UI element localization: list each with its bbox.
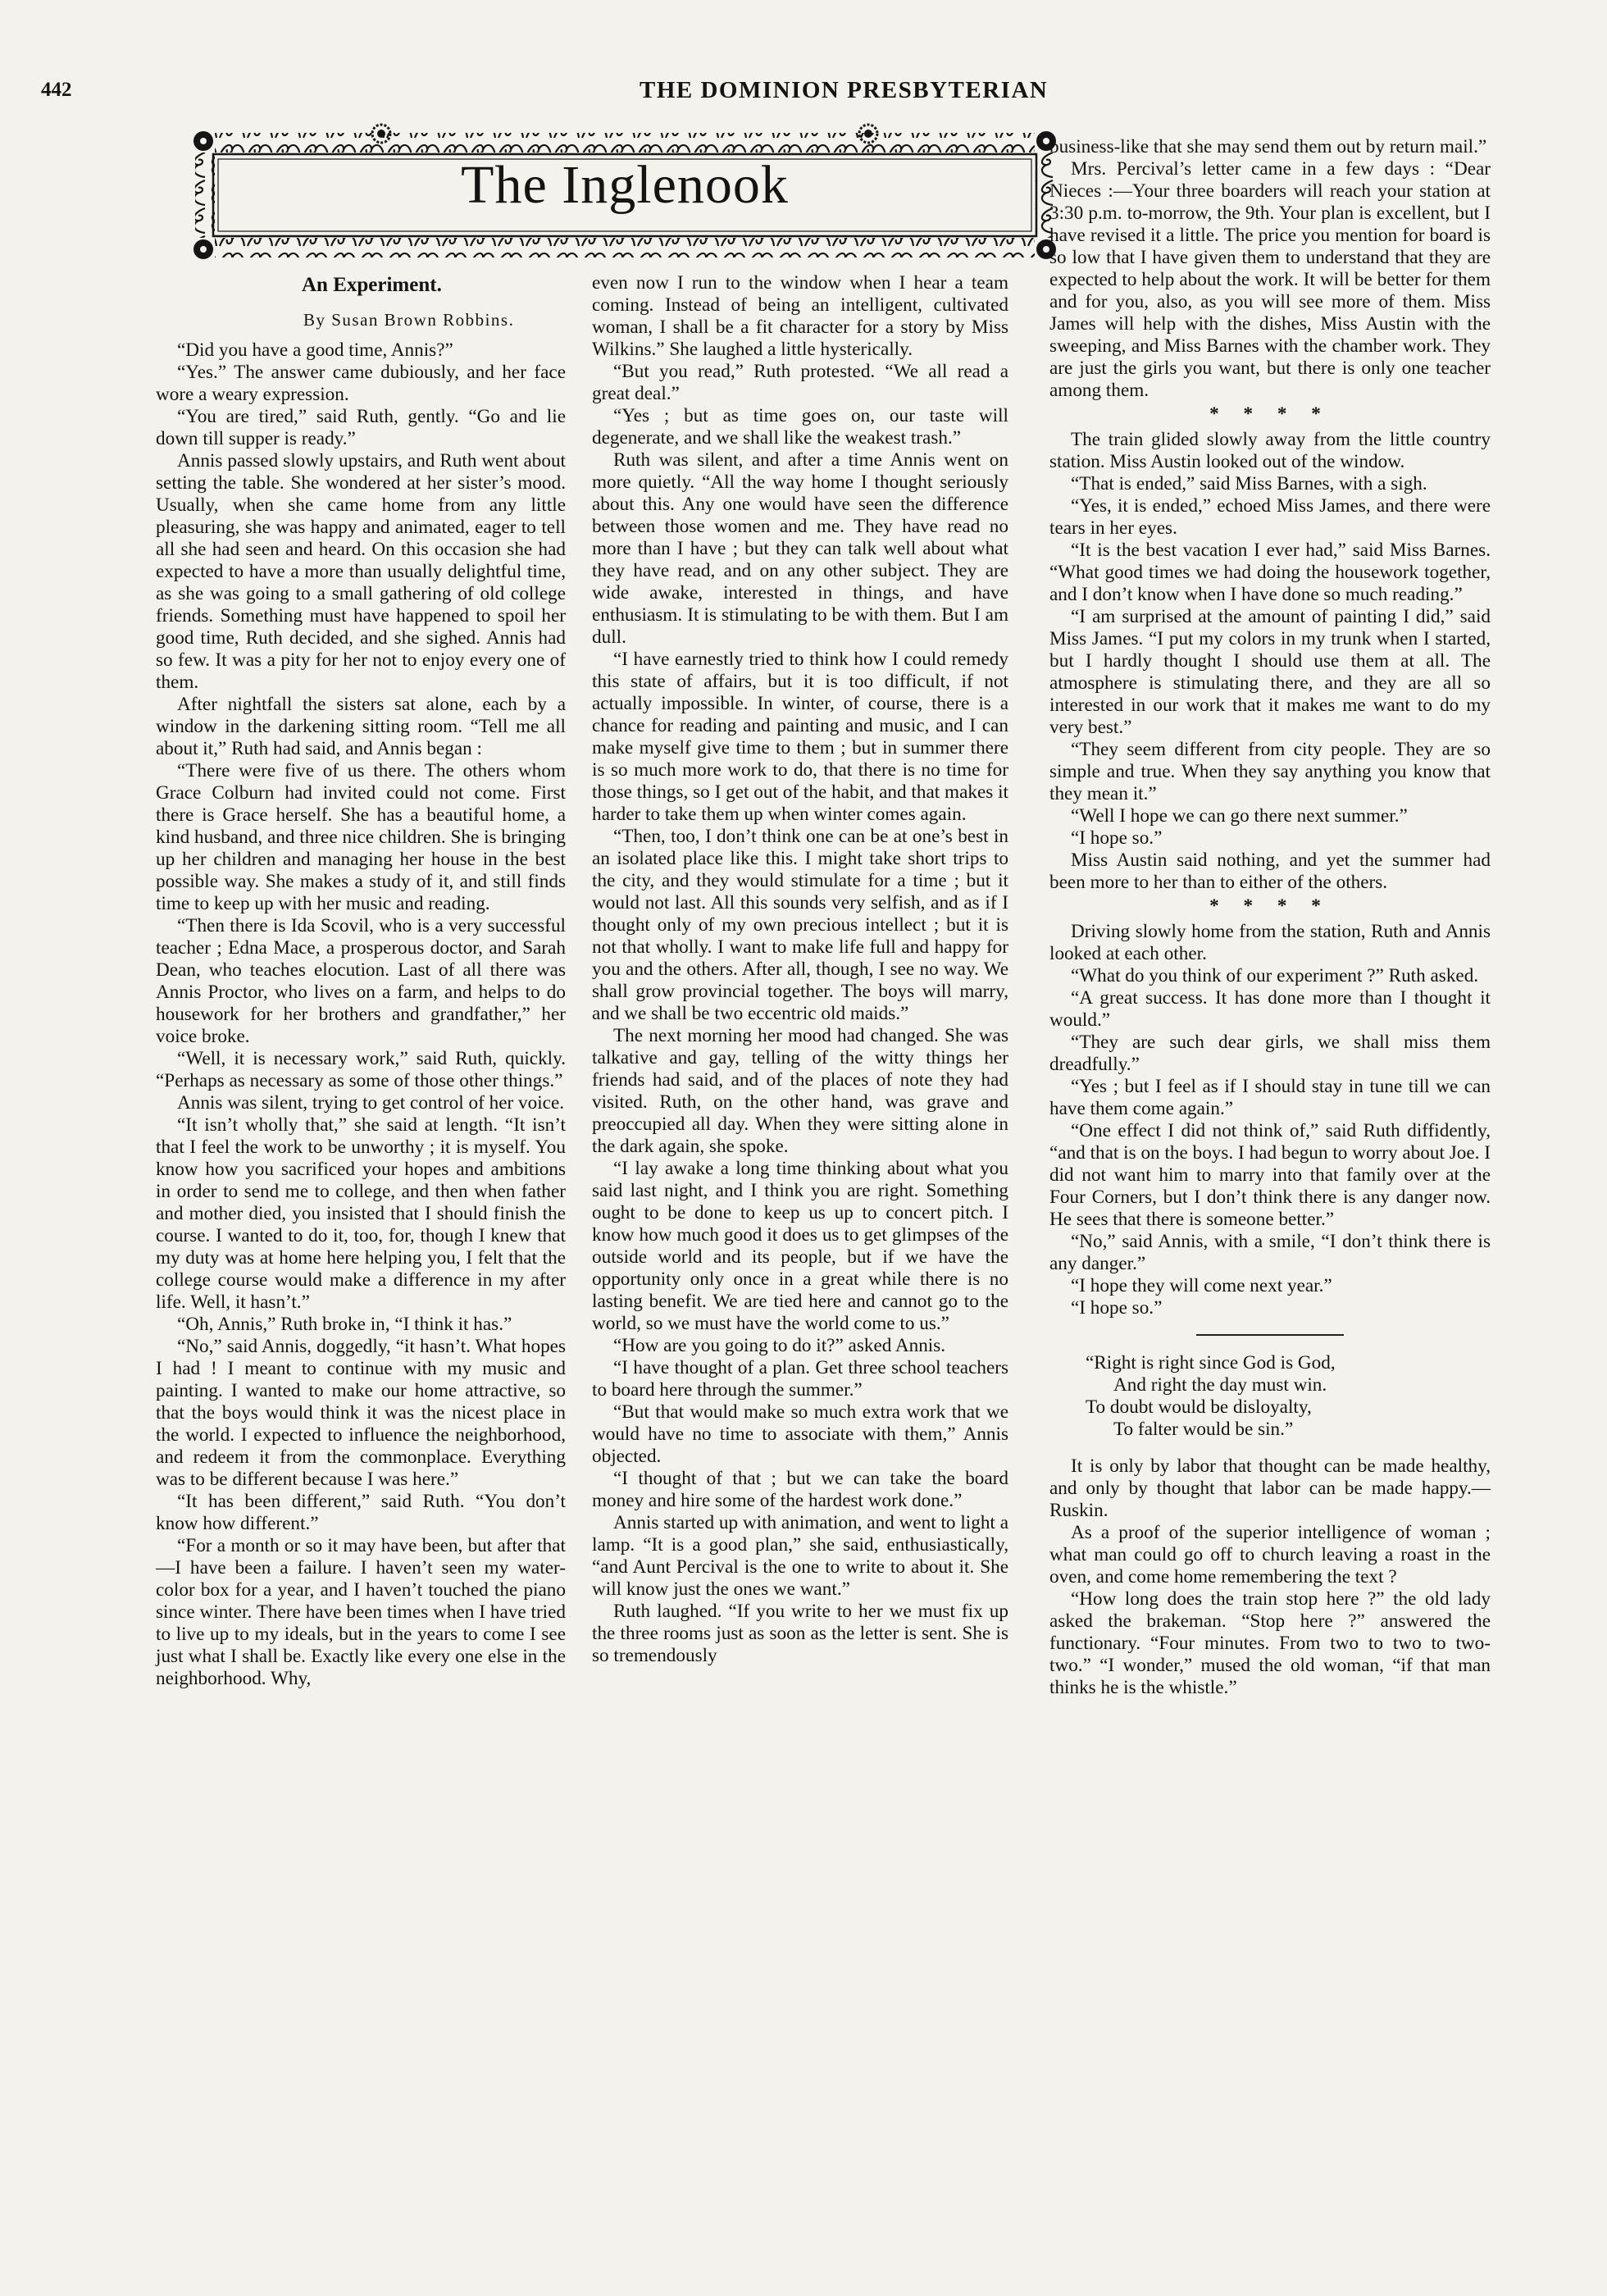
- paragraph: “I hope so.”: [1071, 1297, 1163, 1319]
- paragraph: Annis was silent, trying to get control of her voice.: [177, 1092, 565, 1114]
- paragraph: “A great success. It has done more than I thought it would.”: [1049, 987, 1491, 1031]
- paragraph: “Oh, Annis,” Ruth broke in, “I think it has.”: [177, 1314, 512, 1335]
- paragraph: “Yes.” The answer came dubiously, and her face wore a weary expression.: [156, 362, 566, 405]
- story-byline: By Susan Brown Robbins.: [303, 310, 515, 330]
- paragraph: “For a month or so it may have been, but after that—I have been a failure. I haven’t seen my water-color box for a year, and I haven’t touched the piano since winter. There have been times when I have tried to live up to my ideals, but in the years to come I see just what I shall be. Exactly like every one else in the neighborhood. Why,: [156, 1535, 566, 1689]
- paragraph: “They seem different from city people. They are so simple and true. When they say anything you know that they mean it.”: [1049, 739, 1491, 804]
- paragraph: “It is the best vacation I ever had,” said Miss Barnes. “What good times we had doing the housework together, and I don’t know when I have done so much reading.”: [1049, 540, 1491, 605]
- section-title: The Inglenook: [461, 155, 789, 215]
- paragraph: “There were five of us there. The others whom Grace Colburn had invited could not come. First there is Grace herself. She has a beautiful home, a kind husband, and three nice children. She is bringing up her children and managing her house in the best possible way. She makes a study of it, and still finds time to keep up with her music and reading.: [156, 760, 566, 914]
- story-title: An Experiment.: [302, 274, 442, 296]
- paragraph: The next morning her mood had changed. She was talkative and gay, telling of the witty things her friends had said, and of the places of note they had visited. Ruth, on the other hand, was grave and preoccupied all day. When they were sitting alone in the dark again, she spoke.: [592, 1025, 1008, 1157]
- paragraph: “Yes ; but as time goes on, our taste will degenerate, and we shall like the weakest trash.”: [592, 405, 1008, 449]
- paragraph: Ruth laughed. “If you write to her we must fix up the three rooms just as soon as the letter is sent. She is so tremendously: [592, 1601, 1008, 1666]
- paragraph: “It has been different,” said Ruth. “You don’t know how different.”: [156, 1491, 566, 1534]
- paragraph: business-like that she may send them out by return mail.”: [1049, 136, 1487, 157]
- paragraph: It is only by labor that thought can be made healthy, and only by thought that labor can be made happy.—Ruskin.: [1049, 1456, 1491, 1521]
- paragraph: “Did you have a good time, Annis?”: [177, 339, 453, 361]
- poem-line: To falter would be sin.”: [1113, 1419, 1294, 1440]
- paragraph: “How long does the train stop here ?” the old lady asked the brakeman. “Stop here ?” answered the functionary. “Four minutes. From two to two to two-two.” “I wonder,” mused the old woman, “if that man thinks he is the whistle.”: [1049, 1588, 1491, 1698]
- paragraph: Mrs. Percival’s letter came in a few days : “Dear Nieces :—Your three boarders will reach your station at 3:30 p.m. to-morrow, the 9th. Your plan is excellent, but I have revised it a little. The price you mention for board is so low that I have given them to understand that they are expected to help about the work. It will be better for them and for you, also, as you will see more of them. Miss James will help with the dishes, Miss Austin with the sweeping, and Miss Barnes with the chamber work. They are just the girls you want, but there is only one teacher among them.: [1049, 158, 1491, 401]
- paragraph: Ruth was silent, and after a time Annis went on more quietly. “All the way home I thought seriously about this. Any one would have seen the difference between those women and me. They have read no more than I have ; but they can talk well about what they have read, and on any other subject. They are wide awake, interested in things, and have enthusiasm. It is stimulating to be with them. But I am dull.: [592, 449, 1008, 648]
- poem-line: And right the day must win.: [1113, 1374, 1327, 1396]
- column-1: [156, 339, 566, 1690]
- paragraph: “What do you think of our experiment ?” Ruth asked.: [1071, 965, 1479, 986]
- publication-title: THE DOMINION PRESBYTERIAN: [640, 77, 1049, 103]
- paragraph: “No,” said Annis, with a smile, “I don’t think there is any danger.”: [1049, 1231, 1491, 1274]
- paragraph: “How are you going to do it?” asked Annis.: [613, 1335, 946, 1356]
- section-break-stars: * * * *: [1209, 895, 1331, 917]
- paragraph: “I hope so.”: [1071, 827, 1163, 849]
- paragraph: “You are tired,” said Ruth, gently. “Go and lie down till supper is ready.”: [156, 406, 566, 449]
- paragraph: “It isn’t wholly that,” she said at length. “It isn’t that I feel the work to be unworthy ; it is myself. You know how you sacrificed your hopes and ambitions in order to send me to college, and then when father and mother died, you insisted that I should finish the course. I wanted to do it, too, for, though I knew that my duty was at home here helping you, I felt that the college course would make a difference in my after life. Well, it hasn’t.”: [156, 1114, 566, 1313]
- column-3: [1049, 136, 1491, 1699]
- column-2: [592, 272, 1008, 1667]
- poem-verse: [1074, 1352, 1491, 1441]
- paragraph: “I am surprised at the amount of painting I did,” said Miss James. “I put my colors in my trunk when I started, but I hardly thought I should use them at all. The atmosphere is stimulating there, and they are all so interested in our work that it makes me want to do my very best.”: [1049, 606, 1491, 738]
- paragraph: “That is ended,” said Miss Barnes, with a sigh.: [1071, 473, 1427, 494]
- paragraph: After nightfall the sisters sat alone, each by a window in the darkening sitting room. “Tell me all about it,” Ruth had said, and Annis began :: [156, 694, 566, 759]
- paragraph: As a proof of the superior intelligence of woman ; what man could go off to church leaving a roast in the oven, and come home remembering the text ?: [1049, 1522, 1491, 1588]
- paragraph: “Yes ; but I feel as if I should stay in tune till we can have them come again.”: [1049, 1076, 1491, 1119]
- paragraph: “Well I hope we can go there next summer.”: [1071, 805, 1408, 827]
- poem-line: “Right is right since God is God,: [1086, 1352, 1336, 1374]
- paragraph: “I hope they will come next year.”: [1071, 1275, 1332, 1296]
- divider-rule: [1196, 1334, 1344, 1336]
- paragraph: “Then, too, I don’t think one can be at one’s best in an isolated place like this. I might take short trips to the city, and they would stimulate for a time ; but it would not last. All this sounds very selfish, and as if I thought only of my own precious intellect ; but it is not that wholly. I want to make life full and happy for you and the others. After all, though, I see no way. We shall grow provincial together. The boys will marry, and we shall be two eccentric old maids.”: [592, 826, 1008, 1024]
- paragraph: Annis started up with animation, and went to light a lamp. “It is a good plan,” she said, enthusiastically, “and Aunt Percival is the one to write to about it. She will know just the ones we want.”: [592, 1512, 1008, 1600]
- poem-line: To doubt would be disloyalty,: [1086, 1396, 1312, 1418]
- paragraph: even now I run to the window when I hear a team coming. Instead of being an intelligent, cultivated woman, I shall be a fit character for a story by Miss Wilkins.” She laughed a little hysterically.: [592, 272, 1008, 360]
- page-number: 442: [41, 79, 72, 101]
- paragraph: Miss Austin said nothing, and yet the summer had been more to her than to either of the others.: [1049, 850, 1491, 893]
- section-banner: [190, 123, 1059, 266]
- paragraph: “No,” said Annis, doggedly, “it hasn’t. What hopes I had ! I meant to continue with my music and painting. I wanted to make our home attractive, so that the boys would think it was the nicest place in the world. I expected to influence the neighborhood, and redeem it from the commonplace. Everything was to be different because I was here.”: [156, 1336, 566, 1490]
- paragraph: “I have thought of a plan. Get three school teachers to board here through the summer.”: [592, 1357, 1008, 1401]
- paragraph: “But you read,” Ruth protested. “We all read a great deal.”: [592, 361, 1008, 404]
- paragraph: “Then there is Ida Scovil, who is a very successful teacher ; Edna Mace, a prosperous doctor, and Sarah Dean, who teaches elocution. Last of all there was Annis Proctor, who lives on a farm, and helps to do housework for her brothers and grandfather,” her voice broke.: [156, 915, 566, 1047]
- rosette-ornament-right: [858, 123, 879, 144]
- paragraph: “I have earnestly tried to think how I could remedy this state of affairs, but it is too difficult, if not actually impossible. In winter, of course, there is a chance for reading and painting and music, and I can make myself give time to them ; but in summer there is so much more work to do, that there is no time for those things, so I get out of the habit, and that makes it harder to take them up when winter comes again.: [592, 649, 1008, 825]
- paragraph: “I thought of that ; but we can take the board money and hire some of the hardest work done.”: [592, 1468, 1008, 1511]
- paragraph: Annis passed slowly upstairs, and Ruth went about setting the table. She wondered at her sister’s mood. Usually, when she came home from any little pleasuring, she was happy and animated, eager to tell all she had seen and heard. On this occasion she had expected to have a more than usually delightful time, as she was going to a small gathering of old college friends. Something must have happened to spoil her good time, Ruth decided, and she sighed. Annis had so few. It was a pity for her not to enjoy every one of them.: [156, 450, 566, 693]
- paragraph: “Yes, it is ended,” echoed Miss James, and there were tears in her eyes.: [1049, 495, 1491, 539]
- paragraph: Driving slowly home from the station, Ruth and Annis looked at each other.: [1049, 921, 1491, 964]
- rosette-ornament-left: [371, 123, 392, 144]
- paragraph: “I lay awake a long time thinking about what you said last night, and I think you are right. Something ought to be done to keep us up to concert pitch. I know how much good it does us to get glimpses of the outside world and its people, but if we have the opportunity only once in a great while there is no lasting benefit. We are tied here and cannot go to the world, so we must have the world come to us.”: [592, 1158, 1008, 1334]
- paragraph: “But that would make so much extra work that we would have no time to associate with them,” Annis objected.: [592, 1401, 1008, 1467]
- paragraph: “Well, it is necessary work,” said Ruth, quickly. “Perhaps as necessary as some of those other things.”: [156, 1048, 566, 1091]
- section-break-stars: * * * *: [1209, 403, 1331, 425]
- paragraph: The train glided slowly away from the little country station. Miss Austin looked out of the window.: [1049, 429, 1491, 472]
- paragraph: “They are such dear girls, we shall miss them dreadfully.”: [1049, 1032, 1491, 1075]
- paragraph: “One effect I did not think of,” said Ruth diffidently, “and that is on the boys. I had begun to worry about Joe. I did not want him to marry into that family over at the Four Corners, but I don’t think there is any danger now. He sees that there is someone better.”: [1049, 1120, 1491, 1230]
